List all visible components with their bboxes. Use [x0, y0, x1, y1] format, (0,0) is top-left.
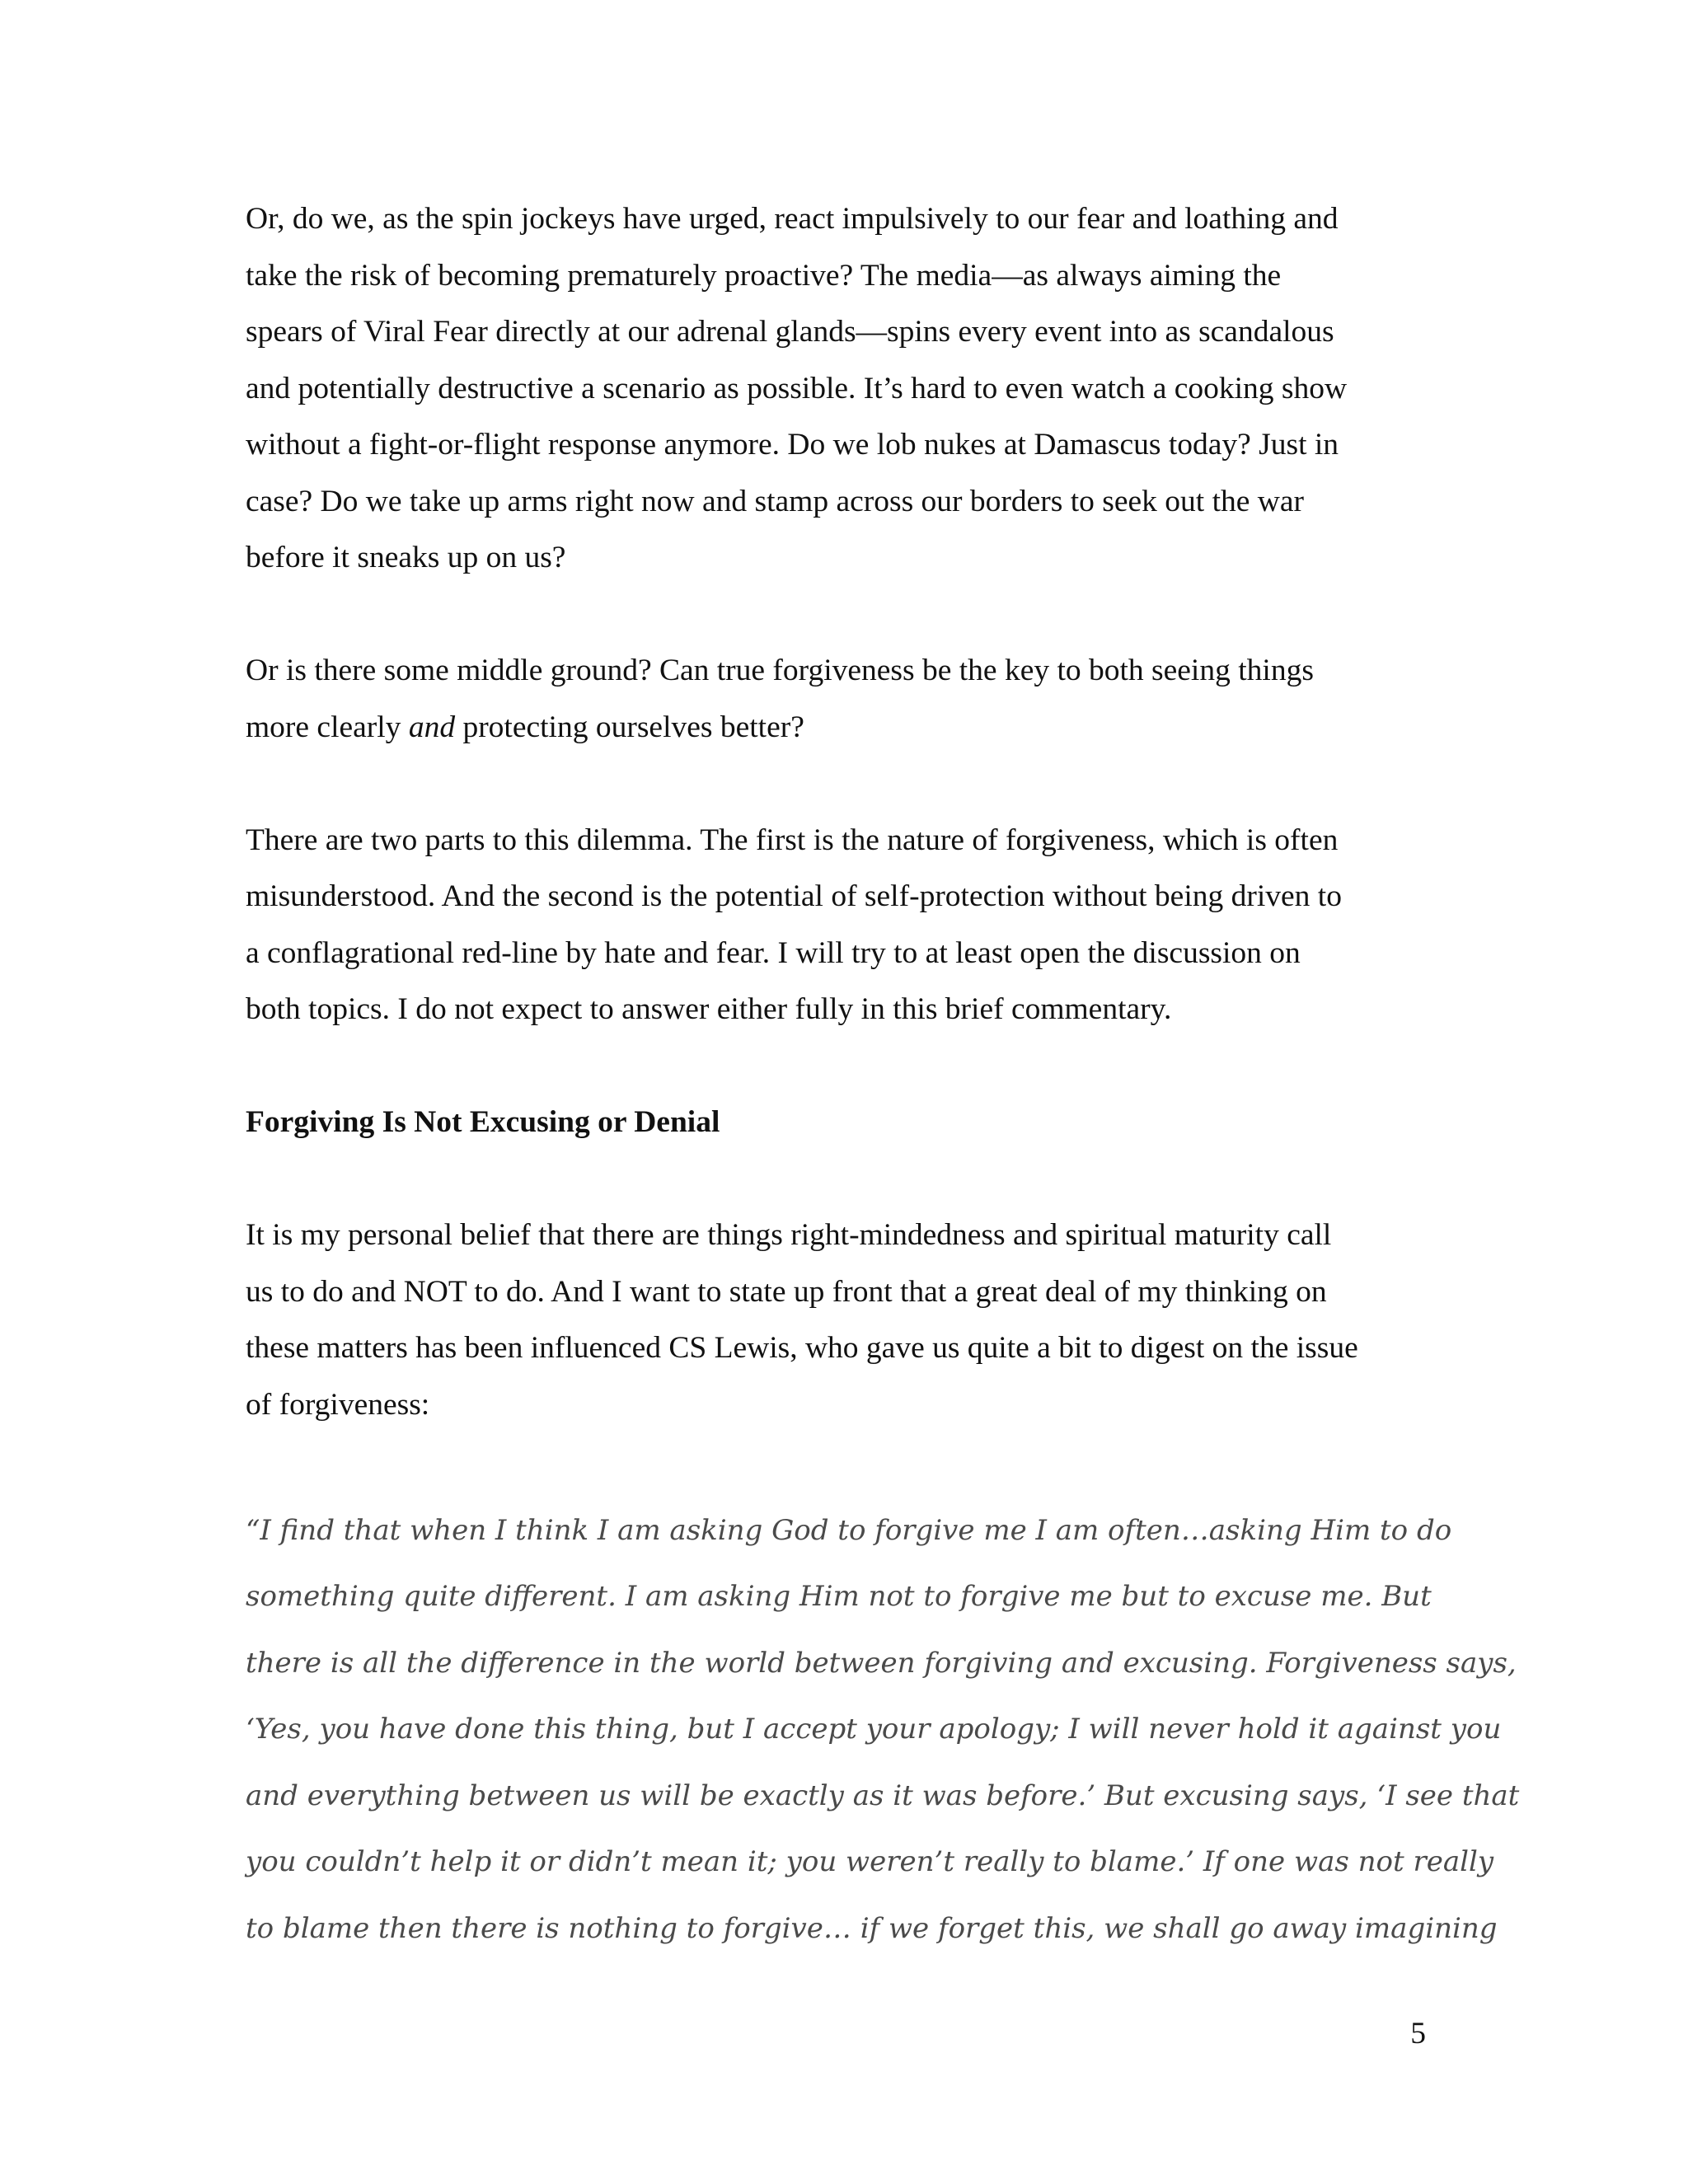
text-line: and potentially destructive a scenario as possible. It’s hard to even watch a cooking show [246, 371, 1348, 405]
quote-line: and everything between us will be exactly as it was before.’ But excusing says, ‘I see that [246, 1779, 1520, 1812]
text-line: Or is there some middle ground? Can true forgiveness be the key to both seeing things [246, 654, 1314, 687]
quote-line: there is all the difference in the world between forgiving and excusing. Forgiveness says, [246, 1646, 1517, 1680]
text-line: a conflagrational red-line by hate and fear. I will try to at least open the discussion on [246, 935, 1301, 970]
paragraph-middle-ground [246, 643, 1449, 756]
emphasis-and: and [408, 710, 456, 744]
text-line: case? Do we take up arms right now and stamp across our borders to seek out the war [246, 484, 1304, 518]
text-line: Or, do we, as the spin jockeys have urged, react impulsively to our fear and loathing and [246, 202, 1339, 236]
cs-lewis-quote [246, 1497, 1520, 1962]
section-heading: Forgiving Is Not Excusing or Denial [246, 1105, 720, 1139]
paragraph-spacer [246, 587, 1449, 644]
quote-line: ‘Yes, you have done this thing, but I accept your apology; I will never hold it against you [246, 1713, 1502, 1746]
paragraph-spacer [246, 1038, 1449, 1095]
text-line: these matters has been influenced CS Lewis, who gave us quite a bit to digest on the issue [246, 1331, 1358, 1365]
text-line: misunderstood. And the second is the potential of self-protection without being driven to [246, 879, 1342, 913]
text-line: take the risk of becoming prematurely proactive? The media—as always aiming the [246, 258, 1282, 293]
paragraph-personal-belief [246, 1207, 1449, 1433]
quote-line: to blame then there is nothing to forgive… if we forget this, we shall go away imagining [246, 1911, 1498, 1945]
page-number: 5 [1410, 2017, 1426, 2050]
text-segment: more clearly [246, 710, 409, 744]
quote-line: something quite different. I am asking Him not to forgive me but to excuse me. But [246, 1580, 1432, 1613]
text-line: It is my personal belief that there are things right-mindedness and spiritual maturity call [246, 1218, 1332, 1252]
text-line: both topics. I do not expect to answer either fully in this brief commentary. [246, 992, 1172, 1026]
text-line: before it sneaks up on us? [246, 541, 566, 574]
text-line [246, 700, 1449, 757]
text-line: without a fight-or-flight response anymore. Do we lob nukes at Damascus today? Just in [246, 428, 1339, 462]
paragraph-spacer [246, 756, 1449, 813]
quote-line: you couldn’t help it or didn’t mean it; you weren’t really to blame.’ If one was not really [246, 1845, 1494, 1878]
paragraph-spin-jockeys [246, 191, 1449, 587]
quote-line: “I find that when I think I am asking God to forgive me I am often…asking Him to do [246, 1513, 1452, 1547]
text-segment: protecting ourselves better? [455, 710, 804, 744]
paragraph-spacer [246, 1151, 1449, 1208]
text-line: There are two parts to this dilemma. The first is the nature of forgiveness, which is often [246, 823, 1339, 857]
paragraph-spacer [246, 1433, 1449, 1490]
text-line: spears of Viral Fear directly at our adrenal glands—spins every event into as scandalous [246, 315, 1334, 349]
text-line: us to do and NOT to do. And I want to state up front that a great deal of my thinking on [246, 1274, 1327, 1309]
text-line: of forgiveness: [246, 1387, 430, 1422]
paragraph-dilemma [246, 813, 1449, 1038]
page-content [246, 191, 1520, 1961]
